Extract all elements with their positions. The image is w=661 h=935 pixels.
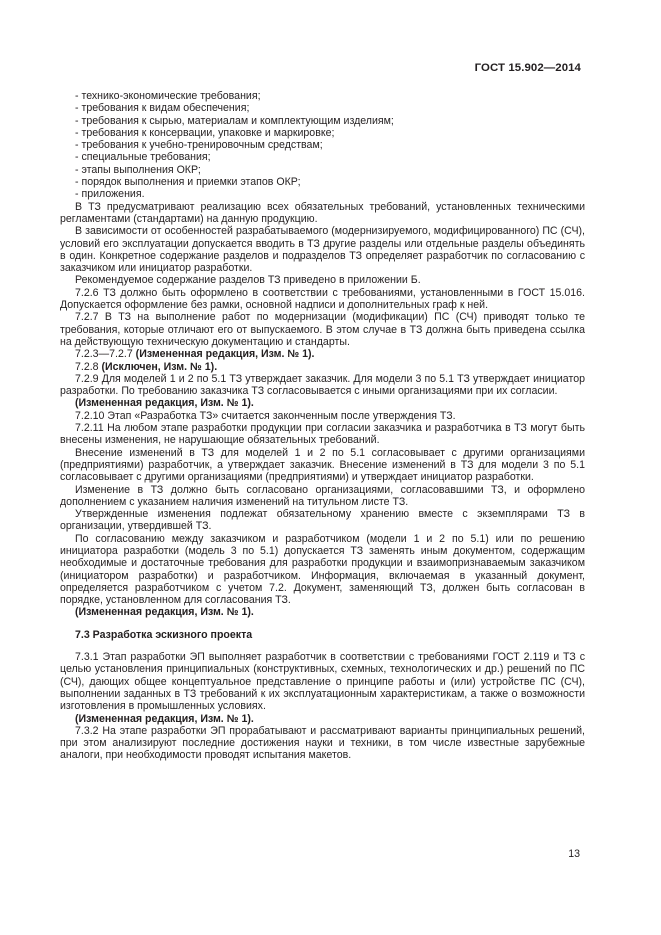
paragraph: Внесение изменений в ТЗ для моделей 1 и 2 по 5.1 согласовывает с другими организациями (предприятиями) разработчик, а утверждает заказчик. Внесение изменений в ТЗ для модели 3 по 5.1 согласовывает с другими организациями (предприятиями) и утверждает инициатор разработки.: [60, 446, 585, 484]
clause-7-2-9: 7.2.9 Для моделей 1 и 2 по 5.1 ТЗ утверждает заказчик. Для модели 3 по 5.1 ТЗ утверждает инициатор разработки. По требованию заказчика ТЗ согласовывается с иными организациями при их согласии.: [60, 372, 585, 398]
list-item: - приложения.: [75, 188, 145, 201]
paragraph: В зависимости от особенностей разрабатываемого (модернизируемого, модифицированного) ПС (СЧ), условий его эксплуатации допускается вводить в ТЗ другие разделы или отдельные разделы объединять в один. Конкретное содержание разделов и подразделов ТЗ определяет разработчик по согласованию с заказчиком или инициатор разработки.: [60, 225, 585, 275]
list-item: - специальные требования;: [75, 151, 211, 164]
document-code-header: ГОСТ 15.902—2014: [474, 62, 581, 74]
clause-7-2-11: 7.2.11 На любом этапе разработки продукции при согласии заказчика и разработчика в ТЗ могут быть внесены изменения, не нарушающие обязательных требований.: [60, 422, 585, 447]
excluded-label: (Исключен, Изм. № 1).: [101, 360, 218, 373]
list-item: - этапы выполнения ОКР;: [75, 163, 201, 176]
paragraph: Изменение в ТЗ должно быть согласовано организациями, согласовавшими ТЗ, и оформлено дополнением с указанием наличия изменений на титульном листе ТЗ.: [60, 483, 585, 508]
paragraph: По согласованию между заказчиком и разработчиком (модели 1 и 2 по 5.1) или по решению инициатора разработки (модель 3 по 5.1) допускается ТЗ заменять иным документом, содержащим необходимые и достаточные требования для разработки продукции и взаимопризнаваемым заказчиком (инициатором разработки) и разработчиком. Информация, включаемая в указанный документ, определяется разработчиком с учетом 7.2. Документ, заменяющий ТЗ, должен быть согласован в порядке, установленном для согласования ТЗ.: [60, 532, 585, 607]
page-body: [60, 90, 585, 762]
list-item: - требования к сырью, материалам и комплектующим изделиям;: [75, 114, 394, 127]
section-heading: 7.3 Разработка эскизного проекта: [75, 628, 253, 641]
list-item: - требования к учебно-тренировочным средствам;: [75, 139, 323, 152]
list-item: - требования к консервации, упаковке и маркировке;: [75, 126, 335, 139]
page-number: 13: [568, 848, 580, 860]
list-item: - требования к видам обеспечения;: [75, 102, 250, 115]
clause-number: 7.2.8: [75, 360, 102, 373]
clause-7-2-7: 7.2.7 В ТЗ на выполнение работ по модернизации (модификации) ПС (СЧ) приводят только те требования, которые отличают его от выпускаемого. В этом случае в ТЗ должна быть приведена ссылка на действующую техническую документацию и стандарты.: [60, 311, 585, 348]
requirements-list: [60, 90, 585, 201]
amendment-note: [60, 348, 585, 360]
paragraph: В ТЗ предусматривают реализацию всех обязательных требований, установленных техническими регламентами (стандартами) на данную продукцию.: [60, 200, 585, 225]
amendment-label: (Измененная редакция, Изм. № 1).: [135, 348, 315, 361]
paragraph: Утвержденные изменения подлежат обязательному хранению вместе с экземплярами ТЗ в организации, утвердившей ТЗ.: [60, 508, 585, 533]
clause-number: 7.2.3—7.2.7: [75, 348, 136, 361]
clause-7-2-6: 7.2.6 ТЗ должно быть оформлено в соответствии с требованиями, установленными в ГОСТ 15.016. Допускается оформление без рамки, основной надписи и дополнительных граф к ней.: [60, 286, 585, 312]
amendment-label: (Измененная редакция, Изм. № 1).: [75, 397, 254, 410]
paragraph: Рекомендуемое содержание разделов ТЗ приведено в приложении Б.: [75, 274, 421, 287]
list-item: - порядок выполнения и приемки этапов ОКР;: [75, 176, 301, 189]
amendment-label: (Измененная редакция, Изм. № 1).: [75, 712, 254, 725]
clause-7-2-8: [60, 361, 585, 373]
amendment-label: (Измененная редакция, Изм. № 1).: [75, 606, 254, 619]
clause-7-2-10: 7.2.10 Этап «Разработка ТЗ» считается законченным после утверждения ТЗ.: [75, 409, 456, 422]
clause-7-3-2: 7.3.2 На этапе разработки ЭП прорабатывают и рассматривают варианты принципиальных решений, при этом анализируют последние достижения науки и техники, в том числе известные зарубежные аналоги, при необходимости проводят испытания макетов.: [60, 724, 585, 762]
clause-7-3-1: 7.3.1 Этап разработки ЭП выполняет разработчик в соответствии с требованиями ГОСТ 2.119 и ТЗ с целью установления принципиальных (конструктивных, схемных, технологических и др.) решений по ПС (СЧ), дающих общее концептуальное представление о принципе работы и (или) устройстве ПС (СЧ), выполнении заданных в ТЗ требований к их эксплуатационным характеристикам, а также о возможности изготовления в промышленных условиях.: [60, 651, 585, 713]
list-item: - технико-экономические требования;: [75, 90, 261, 102]
